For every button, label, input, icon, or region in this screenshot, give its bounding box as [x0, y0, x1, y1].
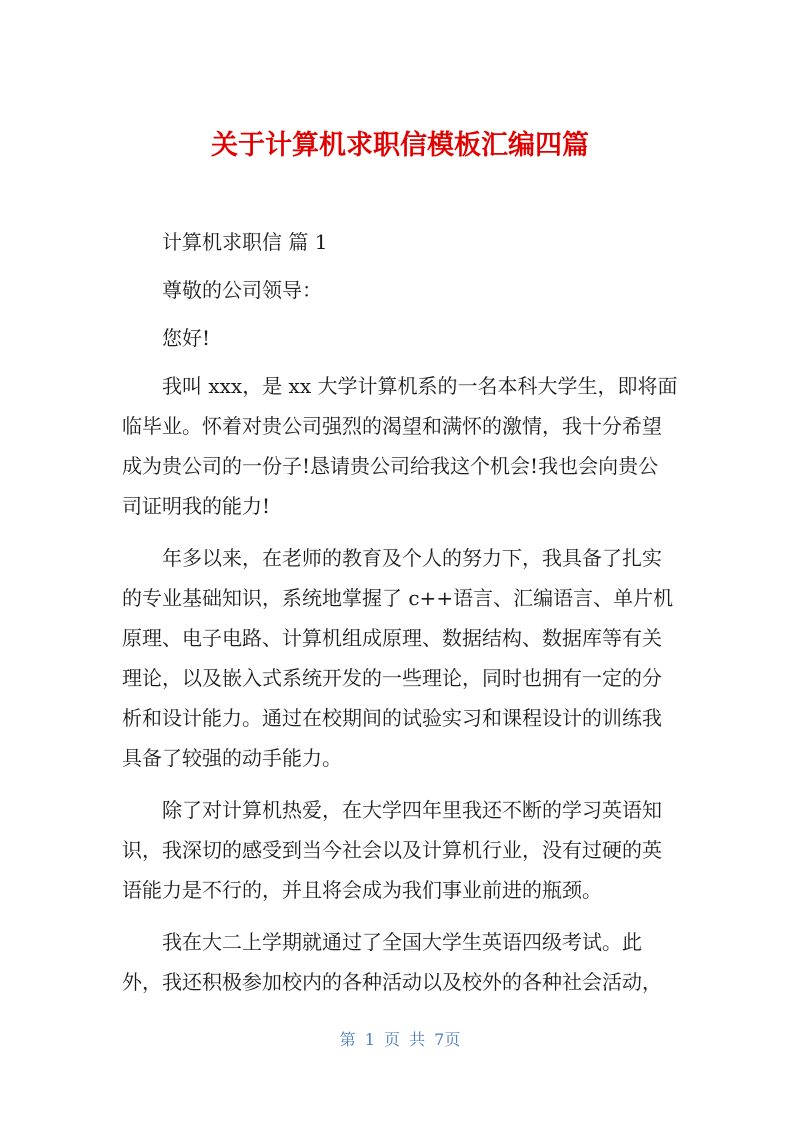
letter-greeting: 您好! [162, 326, 211, 350]
letter-paragraph: 年多以来，在老师的教育及个人的努力下，我具备了扎实的专业基础知识，系统地掌握了 c++语言、汇编语言、单片机原理、电子电路、计算机组成原理、数据结构、数据库等有关理论，以及嵌入式系统开发的一些理论，同时也拥有一定的分析和设计能力。通过在校期间的试验实习和课程设计的训练我具备了较强的动手能力。 [122, 546, 674, 770]
page-title: 关于计算机求职信模板汇编四篇 [211, 130, 589, 161]
page-number: 第 1 页 共 7页 [339, 1030, 461, 1049]
letter-paragraph: 除了对计算机热爱，在大学四年里我还不断的学习英语知识，我深切的感受到当今社会以及计算机行业，没有过硬的英语能力是不行的，并且将会成为我们事业前进的瓶颈。 [122, 798, 662, 902]
letter-salutation: 尊敬的公司领导： [162, 278, 322, 302]
page-footer [0, 1028, 800, 1052]
letter-body [122, 222, 678, 1014]
letter-heading: 计算机求职信 篇 1 [162, 230, 328, 254]
letter-paragraph: 我在大二上学期就通过了全国大学生英语四级考试。此外，我还积极参加校内的各种活动以及校外的各种社会活动， [122, 930, 662, 994]
letter-paragraph: 我叫 xxx，是 xx 大学计算机系的一名本科大学生，即将面临毕业。怀着对贵公司强烈的渴望和满怀的激情，我十分希望成为贵公司的一份子!恳请贵公司给我这个机会!我也会向贵公司证明我的能力! [122, 374, 678, 518]
